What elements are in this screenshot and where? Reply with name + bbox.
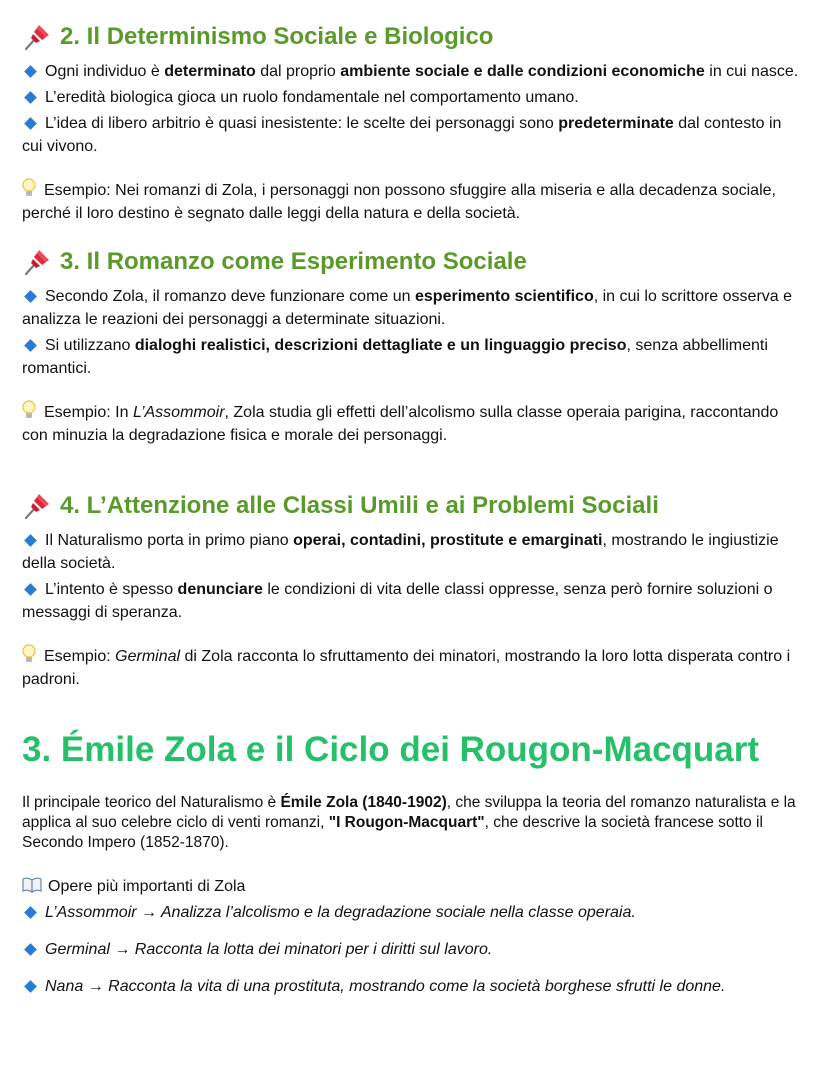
- example-paragraph: Esempio: Nei romanzi di Zola, i personaggi non possono sfuggire alla miseria e alla decadenza sociale, perché il loro destino è segnato dalle leggi della natura e della società.: [22, 178, 806, 225]
- blue-diamond-icon: [24, 117, 37, 130]
- lightbulb-icon: [22, 644, 36, 664]
- section-title: 2. Il Determinismo Sociale e Biologico: [60, 23, 494, 50]
- blue-diamond-icon: [24, 65, 37, 78]
- section-title: 4. L’Attenzione alle Classi Umili e ai Problemi Sociali: [60, 492, 659, 519]
- section-title: 3. Il Romanzo come Esperimento Sociale: [60, 248, 527, 275]
- chapter-heading: 3. Émile Zola e il Ciclo dei Rougon-Macquart: [22, 730, 760, 769]
- blue-diamond-icon: [24, 339, 37, 352]
- blue-diamond-icon: [24, 534, 37, 547]
- works-heading: Opere più importanti di Zola: [22, 875, 806, 898]
- bullet-paragraph: L’intento è spesso denunciare le condizioni di vita delle classi oppresse, senza però fornire soluzioni o messaggi di speranza.: [22, 581, 773, 621]
- list-item: Germinal → Racconta la lotta dei minatori per i diritti sul lavoro.: [22, 939, 806, 961]
- chapter-intro: Il principale teorico del Naturalismo è Émile Zola (1840-1902), che sviluppa la teoria del romanzo naturalista e la applica al suo celebre ciclo di venti romanzi, "I Rougon-Macquart", che descrive la società francese sotto il Secondo Impero (1852-1870).: [22, 794, 796, 851]
- section-heading-social-classes: [22, 491, 806, 521]
- pushpin-icon: [22, 491, 52, 521]
- blue-diamond-icon: [24, 91, 37, 104]
- blue-diamond-icon: [24, 980, 37, 993]
- list-item: L’Assommoir → Analizza l’alcolismo e la degradazione sociale nella classe operaia.: [22, 902, 806, 924]
- lightbulb-icon: [22, 400, 36, 420]
- pushpin-icon: [22, 247, 52, 277]
- section-heading-experiment: [22, 247, 806, 277]
- bullet-paragraph: Ogni individuo è determinato dal proprio ambiente sociale e dalle condizioni economiche in cui nasce.: [22, 60, 806, 83]
- pushpin-icon: [22, 22, 52, 52]
- list-item: Nana → Racconta la vita di una prostituta, mostrando come la società borghese sfrutti le donne.: [22, 976, 806, 998]
- blue-diamond-icon: [24, 943, 37, 956]
- bullet-paragraph: L’eredità biologica gioca un ruolo fondamentale nel comportamento umano.: [22, 86, 806, 109]
- bullet-paragraph: L’idea di libero arbitrio è quasi inesistente: le scelte dei personaggi sono predeterminate dal contesto in cui vivono.: [22, 115, 782, 155]
- blue-diamond-icon: [24, 906, 37, 919]
- example-paragraph: Esempio: In L’Assommoir, Zola studia gli effetti dell’alcolismo sulla classe operaia parigina, raccontando con minuzia la degradazione fisica e morale dei personaggi.: [22, 400, 806, 447]
- blue-diamond-icon: [24, 290, 37, 303]
- open-book-icon: [22, 877, 42, 893]
- blue-diamond-icon: [24, 583, 37, 596]
- section-heading-determinism: [22, 22, 806, 52]
- bullet-paragraph: Si utilizzano dialoghi realistici, descrizioni dettagliate e un linguaggio preciso, senza abbellimenti romantici.: [22, 337, 768, 377]
- example-paragraph: Esempio: Germinal di Zola racconta lo sfruttamento dei minatori, mostrando la loro lotta disperata contro i padroni.: [22, 644, 806, 691]
- bullet-paragraph: Il Naturalismo porta in primo piano operai, contadini, prostitute e emarginati, mostrando le ingiustizie della società.: [22, 532, 779, 572]
- bullet-paragraph: Secondo Zola, il romanzo deve funzionare come un esperimento scientifico, in cui lo scrittore osserva e analizza le reazioni dei personaggi a determinate situazioni.: [22, 288, 793, 328]
- lightbulb-icon: [22, 178, 36, 198]
- works-list: [22, 902, 806, 998]
